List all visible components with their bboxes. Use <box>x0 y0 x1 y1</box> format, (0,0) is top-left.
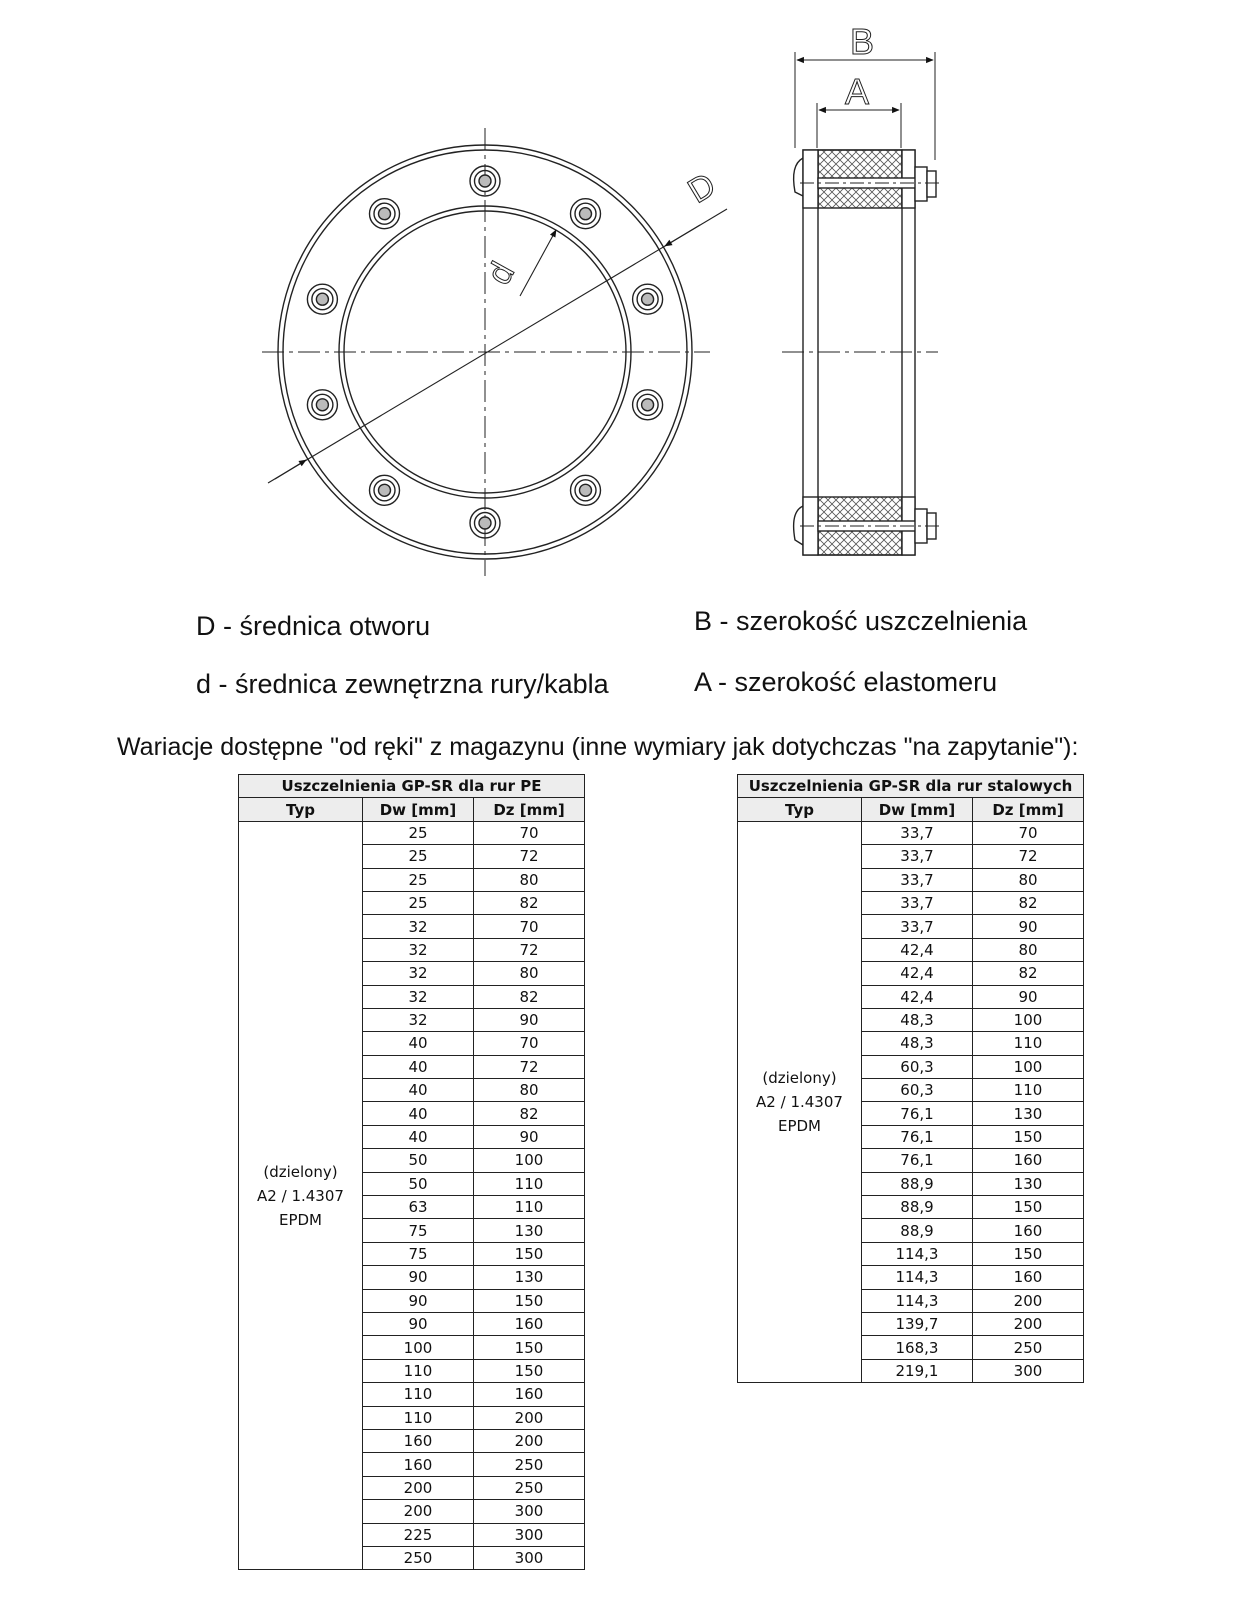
dw-cell: 110 <box>363 1406 474 1429</box>
dz-cell: 130 <box>474 1219 585 1242</box>
steel-pipes-table <box>737 774 1084 1383</box>
bolt-icon <box>470 166 500 196</box>
dz-cell: 70 <box>973 821 1084 844</box>
dw-cell: 110 <box>363 1383 474 1406</box>
pe-pipes-table <box>238 774 585 1570</box>
dw-cell: 32 <box>363 985 474 1008</box>
column-header-dw: Dw [mm] <box>862 798 973 821</box>
dz-cell: 110 <box>474 1172 585 1195</box>
dz-cell: 90 <box>474 1008 585 1031</box>
dw-cell: 40 <box>363 1102 474 1125</box>
dz-cell: 70 <box>474 915 585 938</box>
dimension-D-arrow-upper <box>665 225 700 246</box>
dz-cell: 82 <box>973 962 1084 985</box>
dw-cell: 250 <box>363 1546 474 1569</box>
legend-D: D - średnica otworu <box>196 611 431 641</box>
dz-cell: 100 <box>973 1008 1084 1031</box>
dz-cell: 160 <box>474 1383 585 1406</box>
dw-cell: 90 <box>363 1289 474 1312</box>
dz-cell: 70 <box>474 821 585 844</box>
dz-cell: 200 <box>973 1289 1084 1312</box>
dw-cell: 32 <box>363 1008 474 1031</box>
dimension-D-label: D <box>681 165 723 211</box>
dz-cell: 160 <box>973 1266 1084 1289</box>
dw-cell: 100 <box>363 1336 474 1359</box>
dw-cell: 40 <box>363 1125 474 1148</box>
dw-cell: 33,7 <box>862 891 973 914</box>
dz-cell: 300 <box>973 1359 1084 1382</box>
dz-cell: 90 <box>973 985 1084 1008</box>
dimension-D-line <box>268 209 727 483</box>
dz-cell: 160 <box>973 1219 1084 1242</box>
dz-cell: 200 <box>973 1312 1084 1335</box>
front-view <box>262 128 727 576</box>
type-cell <box>239 821 363 1570</box>
dz-cell: 100 <box>474 1149 585 1172</box>
dz-cell: 150 <box>973 1242 1084 1265</box>
type-line: EPDM <box>278 1210 322 1229</box>
dw-cell: 76,1 <box>862 1125 973 1148</box>
bolt-icon <box>370 475 400 505</box>
dw-cell: 33,7 <box>862 821 973 844</box>
dz-cell: 200 <box>474 1406 585 1429</box>
availability-intro: Wariacje dostępne "od ręki" z magazynu (inne wymiary jak dotychczas "na zapytanie"): <box>117 733 1079 761</box>
bolt-icon <box>633 390 663 420</box>
dw-cell: 75 <box>363 1242 474 1265</box>
dw-cell: 50 <box>363 1149 474 1172</box>
dimension-d-line <box>520 230 556 296</box>
dz-cell: 250 <box>973 1336 1084 1359</box>
dz-cell: 72 <box>474 1055 585 1078</box>
dz-cell: 160 <box>474 1312 585 1335</box>
bolt-icon <box>370 199 400 229</box>
dz-cell: 300 <box>474 1546 585 1569</box>
dw-cell: 25 <box>363 868 474 891</box>
type-line: (dzielony) <box>263 1162 338 1181</box>
dz-cell: 250 <box>474 1476 585 1499</box>
dw-cell: 48,3 <box>862 1032 973 1055</box>
dz-cell: 90 <box>474 1125 585 1148</box>
table-row <box>239 821 585 844</box>
dw-cell: 139,7 <box>862 1312 973 1335</box>
dw-cell: 110 <box>363 1359 474 1382</box>
dz-cell: 110 <box>474 1196 585 1219</box>
bolt-icon <box>571 199 601 229</box>
dz-cell: 110 <box>973 1079 1084 1102</box>
dz-cell: 150 <box>973 1125 1084 1148</box>
dw-cell: 25 <box>363 891 474 914</box>
dw-cell: 200 <box>363 1500 474 1523</box>
dw-cell: 32 <box>363 938 474 961</box>
dw-cell: 160 <box>363 1453 474 1476</box>
dw-cell: 88,9 <box>862 1172 973 1195</box>
dw-cell: 63 <box>363 1196 474 1219</box>
bolt-icon <box>307 390 337 420</box>
dw-cell: 25 <box>363 821 474 844</box>
column-header-dz: Dz [mm] <box>474 798 585 821</box>
dw-cell: 42,4 <box>862 985 973 1008</box>
dz-cell: 300 <box>474 1523 585 1546</box>
type-line: EPDM <box>777 1116 821 1135</box>
dw-cell: 160 <box>363 1429 474 1452</box>
dw-cell: 40 <box>363 1055 474 1078</box>
dw-cell: 114,3 <box>862 1242 973 1265</box>
dw-cell: 42,4 <box>862 962 973 985</box>
dz-cell: 80 <box>973 938 1084 961</box>
dz-cell: 130 <box>474 1266 585 1289</box>
dw-cell: 219,1 <box>862 1359 973 1382</box>
dw-cell: 42,4 <box>862 938 973 961</box>
dw-cell: 76,1 <box>862 1102 973 1125</box>
dz-cell: 80 <box>474 868 585 891</box>
dw-cell: 32 <box>363 962 474 985</box>
type-line: A2 / 1.4307 <box>756 1092 843 1111</box>
side-view <box>782 52 942 555</box>
dw-cell: 90 <box>363 1266 474 1289</box>
type-cell <box>738 821 862 1382</box>
dimension-B-label: B <box>850 21 875 62</box>
legend-B: B - szerokość uszczelnienia <box>694 606 1028 636</box>
dz-cell: 72 <box>973 845 1084 868</box>
dw-cell: 60,3 <box>862 1055 973 1078</box>
dw-cell: 225 <box>363 1523 474 1546</box>
table-title: Uszczelnienia GP-SR dla rur PE <box>239 775 585 798</box>
dz-cell: 150 <box>474 1289 585 1312</box>
dw-cell: 88,9 <box>862 1219 973 1242</box>
dz-cell: 160 <box>973 1149 1084 1172</box>
dw-cell: 32 <box>363 915 474 938</box>
dw-cell: 25 <box>363 845 474 868</box>
bolt-icon <box>633 284 663 314</box>
dw-cell: 200 <box>363 1476 474 1499</box>
dw-cell: 48,3 <box>862 1008 973 1031</box>
dimension-D-arrow-lower <box>275 460 306 479</box>
dz-cell: 200 <box>474 1429 585 1452</box>
dw-cell: 50 <box>363 1172 474 1195</box>
legend-d: d - średnica zewnętrzna rury/kabla <box>196 669 609 699</box>
dz-cell: 150 <box>973 1196 1084 1219</box>
dz-cell: 80 <box>474 1079 585 1102</box>
dz-cell: 150 <box>474 1242 585 1265</box>
dz-cell: 82 <box>474 985 585 1008</box>
column-header-dz: Dz [mm] <box>973 798 1084 821</box>
technical-drawing <box>0 0 1249 600</box>
legend-A: A - szerokość elastomeru <box>694 667 998 697</box>
dw-cell: 33,7 <box>862 868 973 891</box>
bolt-icon <box>307 284 337 314</box>
dz-cell: 80 <box>973 868 1084 891</box>
type-line: A2 / 1.4307 <box>257 1186 344 1205</box>
table-title: Uszczelnienia GP-SR dla rur stalowych <box>738 775 1084 798</box>
dz-cell: 100 <box>973 1055 1084 1078</box>
dz-cell: 82 <box>474 891 585 914</box>
dz-cell: 150 <box>474 1336 585 1359</box>
dw-cell: 60,3 <box>862 1079 973 1102</box>
dw-cell: 33,7 <box>862 915 973 938</box>
dw-cell: 33,7 <box>862 845 973 868</box>
column-header-typ: Typ <box>239 798 363 821</box>
dw-cell: 168,3 <box>862 1336 973 1359</box>
dz-cell: 250 <box>474 1453 585 1476</box>
dz-cell: 72 <box>474 938 585 961</box>
dw-cell: 75 <box>363 1219 474 1242</box>
dz-cell: 150 <box>474 1359 585 1382</box>
dz-cell: 72 <box>474 845 585 868</box>
column-header-typ: Typ <box>738 798 862 821</box>
dz-cell: 80 <box>474 962 585 985</box>
dimension-A-label: A <box>845 71 870 112</box>
dw-cell: 114,3 <box>862 1289 973 1312</box>
column-header-dw: Dw [mm] <box>363 798 474 821</box>
dz-cell: 70 <box>474 1032 585 1055</box>
bolt-icon <box>571 475 601 505</box>
dz-cell: 82 <box>474 1102 585 1125</box>
dz-cell: 300 <box>474 1500 585 1523</box>
dimension-d-label: d <box>479 255 523 291</box>
dw-cell: 90 <box>363 1312 474 1335</box>
dz-cell: 130 <box>973 1172 1084 1195</box>
dz-cell: 90 <box>973 915 1084 938</box>
type-line: (dzielony) <box>762 1068 837 1087</box>
dw-cell: 40 <box>363 1079 474 1102</box>
dz-cell: 82 <box>973 891 1084 914</box>
dw-cell: 76,1 <box>862 1149 973 1172</box>
dz-cell: 110 <box>973 1032 1084 1055</box>
dw-cell: 88,9 <box>862 1196 973 1219</box>
table-row <box>738 821 1084 844</box>
bolt-icon <box>470 508 500 538</box>
dz-cell: 130 <box>973 1102 1084 1125</box>
dw-cell: 114,3 <box>862 1266 973 1289</box>
dw-cell: 40 <box>363 1032 474 1055</box>
